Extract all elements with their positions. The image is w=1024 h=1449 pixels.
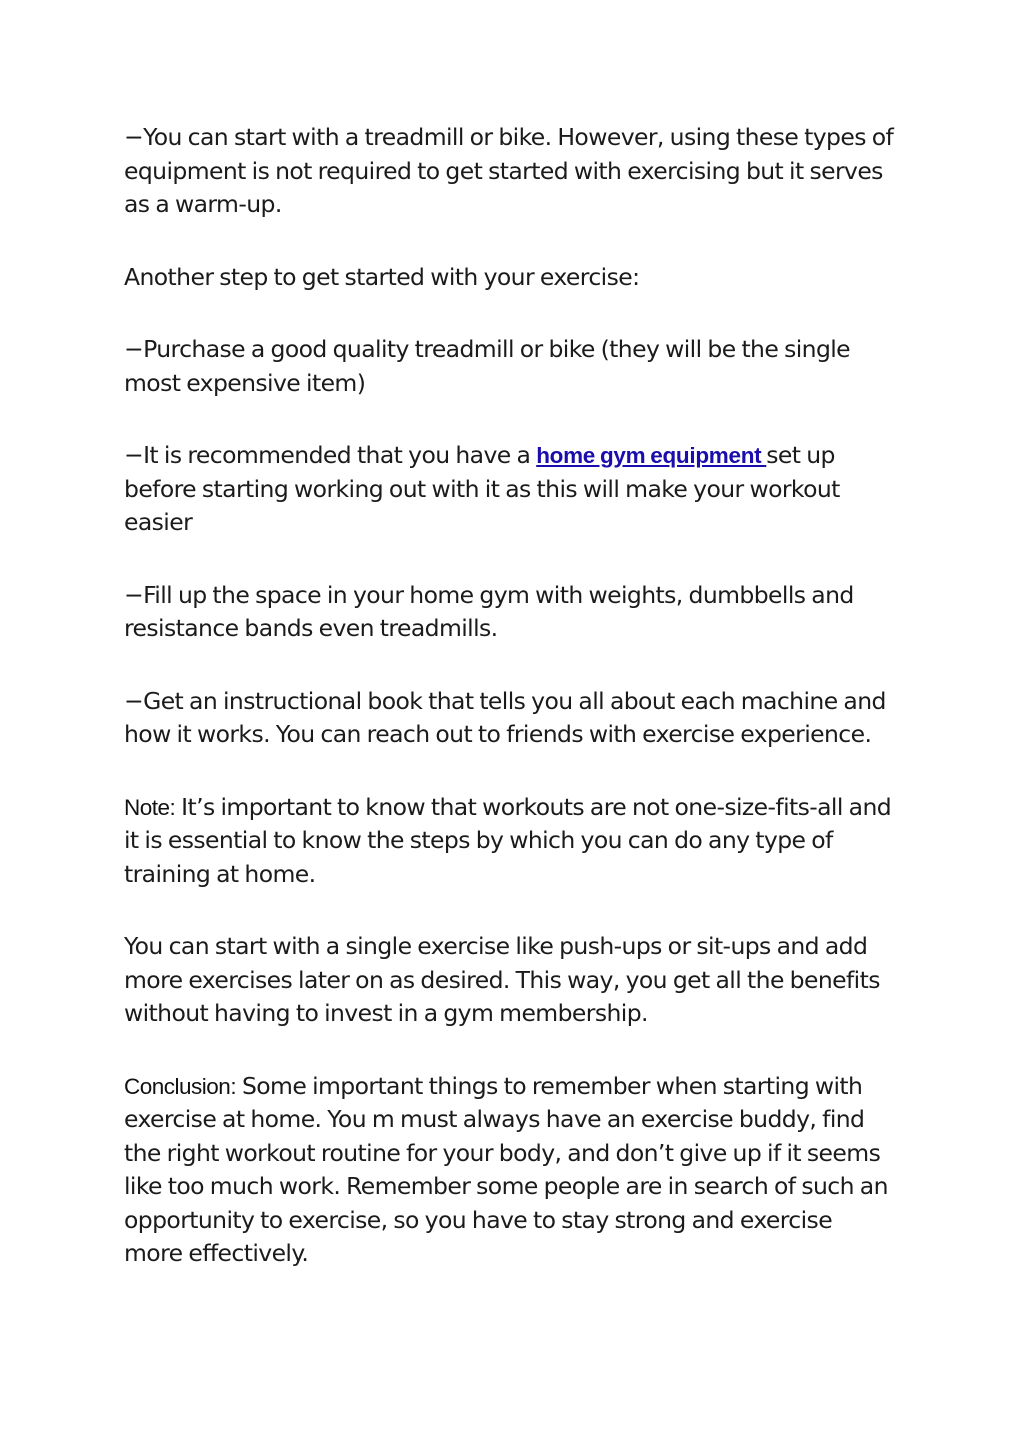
paragraph-text-after-link: set up before starting working out with it as this will make your workout easier (124, 441, 840, 536)
paragraph-instructional-book (124, 685, 896, 752)
document-body (124, 121, 896, 1310)
paragraph-text: −Fill up the space in your home gym with weights, dumbbells and resistance bands even treadmills. (124, 580, 854, 642)
paragraph-text: Another step to get started with your exercise: (124, 262, 640, 291)
conclusion-text: Some important things to remember when starting with exercise at home. You m must always have an exercise buddy, find the right workout routine for your body, and don’t give up if it seems like too much work. Remember some people are in search of such an opportunity to exercise, so you have to stay strong and exercise more effectively. (124, 1071, 888, 1267)
paragraph-fill-up-space (124, 579, 896, 646)
paragraph-single-exercise (124, 930, 896, 1031)
paragraph-note (124, 791, 896, 892)
paragraph-text: −You can start with a treadmill or bike. However, using these types of equipment is not required to get started with exercising but it serves as a warm-up. (124, 123, 894, 218)
paragraph-home-gym-recommendation (124, 439, 896, 540)
paragraph-text: You can start with a single exercise like push-ups or sit-ups and add more exercises later on as desired. This way, you get all the benefits without having to invest in a gym membership. (124, 932, 880, 1027)
home-gym-equipment-link[interactable]: home gym equipment (536, 443, 767, 468)
paragraph-text: −Get an instructional book that tells you all about each machine and how it works. You can reach out to friends with exercise experience. (124, 686, 886, 748)
note-label: Note: (124, 794, 176, 820)
conclusion-label: Conclusion: (124, 1073, 237, 1099)
paragraph-another-step (124, 261, 896, 295)
paragraph-conclusion (124, 1070, 896, 1271)
paragraph-treadmill-or-bike (124, 121, 896, 222)
paragraph-purchase-equipment (124, 333, 896, 400)
note-text: It’s important to know that workouts are not one-size-fits-all and it is essential to know the steps by which you can do any type of training at home. (124, 792, 892, 888)
paragraph-text: −Purchase a good quality treadmill or bike (they will be the single most expensive item) (124, 335, 851, 397)
paragraph-text-before-link: −It is recommended that you have a (124, 441, 537, 469)
